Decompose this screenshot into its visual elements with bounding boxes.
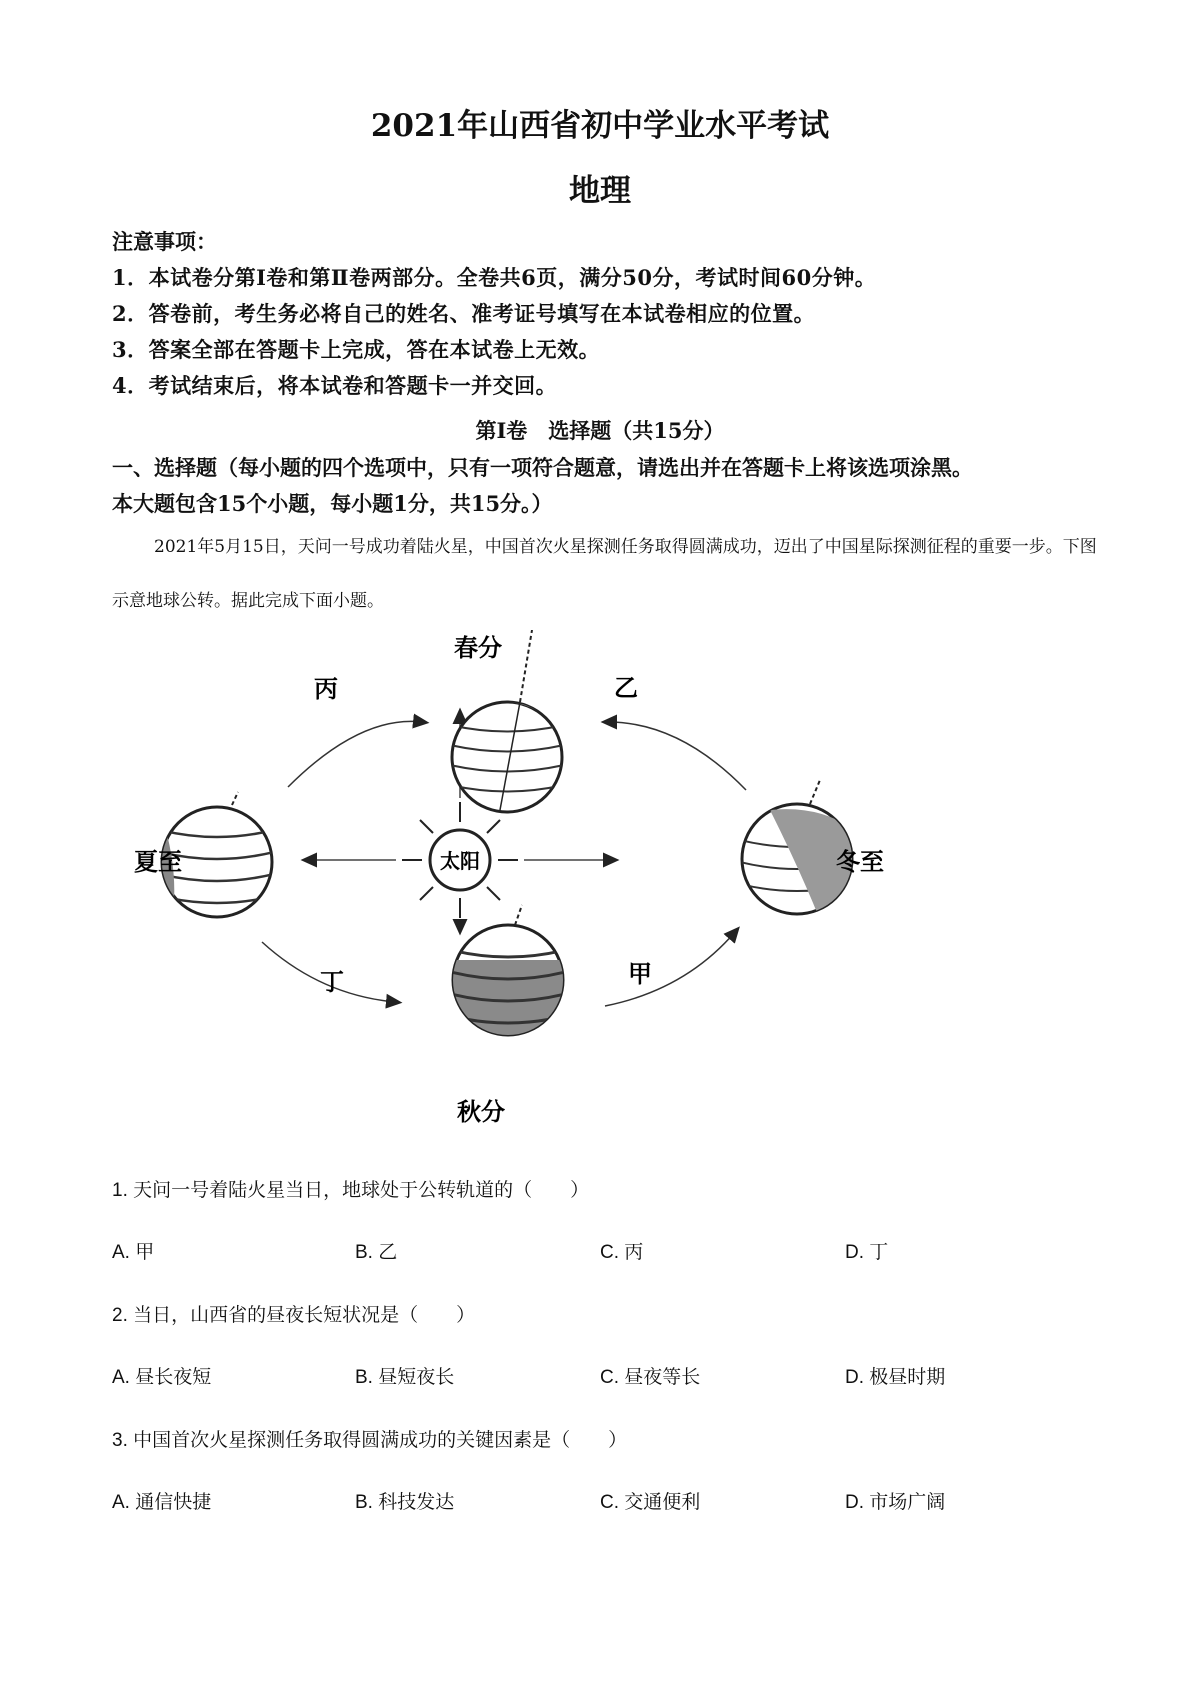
notes-heading: 注意事项： xyxy=(112,229,217,254)
label-arc-c: 丙 xyxy=(314,674,338,703)
option-a: A. 昼长夜短 xyxy=(112,1367,212,1388)
subject-title: 地理 xyxy=(569,173,631,209)
option-c: C. 昼夜等长 xyxy=(600,1367,701,1388)
orbit-arc-b xyxy=(608,722,746,790)
option-d: D. 丁 xyxy=(845,1242,889,1263)
exam-title: 2021年山西省初中学业水平考试 xyxy=(370,108,830,144)
question-stem: 3. 中国首次火星探测任务取得圆满成功的关键因素是（ ） xyxy=(112,1430,628,1451)
label-arc-b: 乙 xyxy=(614,673,638,702)
part-title: 第Ⅰ卷 选择题（共15分） xyxy=(475,418,725,443)
note-item: 4．考试结束后，将本试卷和答题卡一并交回。 xyxy=(112,373,558,398)
label-winter: 冬至 xyxy=(836,847,884,876)
question-stem: 1. 天问一号着陆火星当日，地球处于公转轨道的（ ） xyxy=(112,1180,590,1201)
option-c: C. 丙 xyxy=(600,1242,644,1263)
label-arc-a: 甲 xyxy=(628,959,652,988)
option-b: B. 昼短夜长 xyxy=(355,1367,455,1388)
question-stem: 2. 当日，山西省的昼夜长短状况是（ ） xyxy=(112,1305,476,1326)
section-instruction: 一、选择题（每小题的四个选项中，只有一项符合题意，请选出并在答题卡上将该选项涂黑。 xyxy=(112,455,973,480)
option-b: B. 科技发达 xyxy=(355,1492,455,1513)
option-a: A. 通信快捷 xyxy=(112,1492,212,1513)
option-d: D. 市场广阔 xyxy=(845,1492,946,1513)
note-item: 2．答卷前，考生务必将自己的姓名、准考证号填写在本试卷相应的位置。 xyxy=(112,301,816,326)
label-summer: 夏至 xyxy=(134,847,182,876)
intro-paragraph: 2021年5月15日，天问一号成功着陆火星，中国首次火星探测任务取得圆满成功，迈出了中国星际探测征程的重要一步。下图示意地球公转。据此完成下面小题。 xyxy=(112,537,1097,611)
earth-revolution-diagram xyxy=(120,630,920,1150)
option-c: C. 交通便利 xyxy=(600,1492,701,1513)
option-a: A. 甲 xyxy=(112,1242,155,1263)
section-instruction: 本大题包含15个小题，每小题1分，共15分。） xyxy=(112,491,553,516)
note-item: 1．本试卷分第Ⅰ卷和第Ⅱ卷两部分。全卷共6页，满分50分，考试时间60分钟。 xyxy=(112,265,877,290)
earth-autumn xyxy=(450,905,570,1040)
option-b: B. 乙 xyxy=(355,1242,398,1263)
note-item: 3．答案全部在答题卡上完成，答在本试卷上无效。 xyxy=(112,337,601,362)
sun-label: 太阳 xyxy=(440,849,480,873)
orbit-arc-a xyxy=(605,932,735,1006)
label-autumn: 秋分 xyxy=(457,1097,505,1126)
label-arc-d: 丁 xyxy=(320,967,344,996)
orbit-arc-c xyxy=(288,721,422,787)
option-d: D. 极昼时期 xyxy=(845,1367,946,1388)
label-spring: 春分 xyxy=(454,633,502,662)
